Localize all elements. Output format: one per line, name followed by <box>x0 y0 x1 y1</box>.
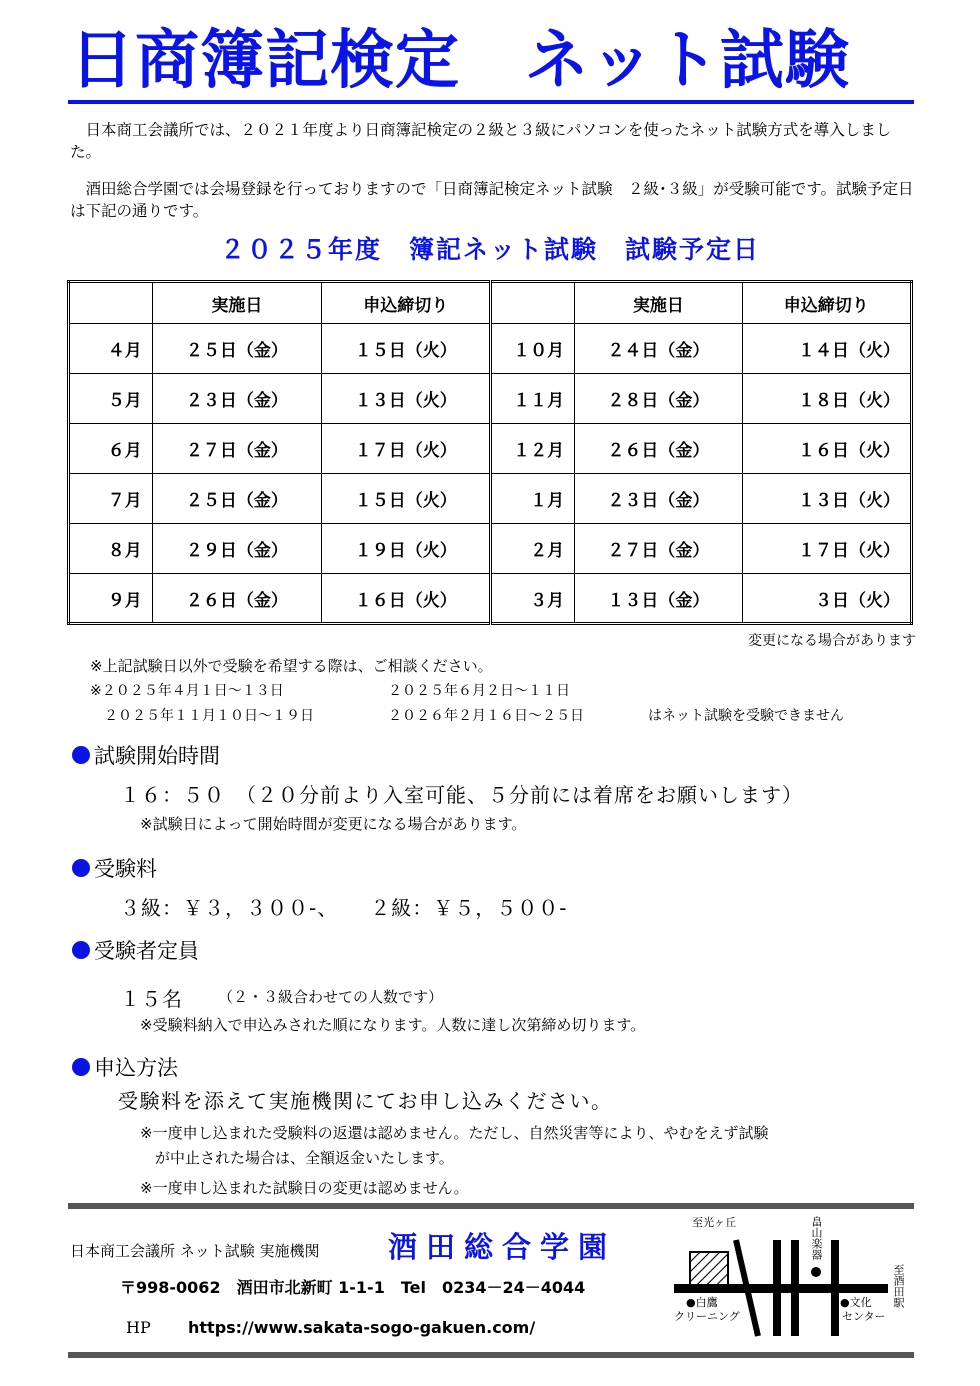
map-label-cleaning-1: ●白鷹 <box>686 1296 718 1309</box>
exam-date-cell: ２６日（金） <box>152 574 321 624</box>
exam-date-cell: ２３日（金） <box>152 374 321 424</box>
capacity-value: １５名 <box>120 987 183 1011</box>
road-vertical-3 <box>831 1240 839 1336</box>
address: 〒998-0062 酒田市北新町 1-1-1 Tel 0234－24－4044 <box>120 1278 586 1297</box>
deadline-cell: １３日（火） <box>322 374 491 424</box>
table-row <box>69 324 912 374</box>
month-cell: １２月 <box>491 424 575 474</box>
schedule-title: ２０２５年度 簿記ネット試験 試験予定日 <box>219 235 760 264</box>
bullet-dot-icon <box>72 941 90 959</box>
map-label-pharmacy: 畠山楽器 <box>810 1216 823 1260</box>
deadline-cell: ３日（火） <box>742 574 911 624</box>
apply-note-1: ※一度申し込まれた受験料の返還は認めません。ただし、自然災害等により、やむをえず試験 <box>140 1124 769 1142</box>
bullet-dot-icon <box>72 1058 90 1076</box>
page-title: 日商簿記検定 ネット試験 <box>70 24 850 98</box>
excluded-range-2: ２０２５年６月２日～１１日 <box>388 683 570 699</box>
deadline-cell: １９日（火） <box>322 524 491 574</box>
exam-date-cell: ２５日（金） <box>152 474 321 524</box>
schedule-change-note: 変更になる場合があります <box>748 633 916 649</box>
excluded-range-3: ２０２５年１１月１０日～１９日 <box>90 708 314 724</box>
title-underline <box>68 100 914 104</box>
apply-value: 受験料を添えて実施機関にてお申し込みください。 <box>118 1089 613 1113</box>
month-cell: ３月 <box>491 574 575 624</box>
table-row <box>69 524 912 574</box>
intro-paragraph-1: 日本商工会議所では、２０２１年度より日商簿記検定の２級と３級にパソコンを使ったネット試験方式を導入しました。 <box>70 121 892 161</box>
road-vertical-2 <box>791 1240 799 1336</box>
exam-date-cell: ２７日（金） <box>152 424 321 474</box>
bullet-dot-icon <box>72 746 90 764</box>
exam-date-cell: ２８日（金） <box>575 374 742 424</box>
start-time-value: １６：５０ （２０分前より入室可能、５分前には着席をお願いします） <box>120 783 803 807</box>
month-cell: ６月 <box>69 424 153 474</box>
footer-top-rule <box>68 1203 914 1209</box>
month-cell: ５月 <box>69 374 153 424</box>
exam-date-cell: ２６日（金） <box>575 424 742 474</box>
map-drawing <box>670 1212 920 1352</box>
homepage-link[interactable]: https://www.sakata-sogo-gakuen.com/ <box>188 1318 536 1337</box>
exam-date-cell: １３日（金） <box>575 574 742 624</box>
school-building-marker <box>690 1252 728 1286</box>
table-row <box>69 424 912 474</box>
schedule-table <box>67 280 913 625</box>
pharmacy-dot-icon <box>811 1267 821 1277</box>
map-label-culture-2: センター <box>842 1310 886 1323</box>
hp-label: HP <box>126 1318 151 1337</box>
road-vertical-1 <box>773 1240 781 1336</box>
section-apply <box>72 1052 178 1082</box>
deadline-cell: １７日（火） <box>322 424 491 474</box>
deadline-cell: １３日（火） <box>742 474 911 524</box>
section-fee <box>72 853 157 883</box>
school-name: 酒田総合学園 <box>388 1230 617 1264</box>
map-label-cleaning-2: クリーニング <box>674 1310 740 1323</box>
month-cell: ９月 <box>69 574 153 624</box>
table-row <box>69 474 912 524</box>
exam-date-cell: ２３日（金） <box>575 474 742 524</box>
header-deadline-2: 申込締切り <box>742 282 911 324</box>
table-row <box>69 574 912 624</box>
consult-note: ※上記試験日以外で受験を希望する際は、ご相談ください。 <box>90 657 493 675</box>
excluded-range-4: ２０２６年２月１６日～２５日 <box>388 708 584 724</box>
month-cell: ８月 <box>69 524 153 574</box>
section-start-time <box>72 740 220 770</box>
capacity-value-note: （２・３級合わせての人数です） <box>218 988 444 1006</box>
exam-date-cell: ２７日（金） <box>575 524 742 574</box>
month-cell: ７月 <box>69 474 153 524</box>
schedule-header-row <box>69 282 912 324</box>
header-exam-date-1: 実施日 <box>152 282 321 324</box>
apply-note-2: ※一度申し込まれた試験日の変更は認めません。 <box>140 1179 469 1197</box>
capacity-note: ※受験料納入で申込みされた順になります。人数に達し次第締め切ります。 <box>140 1016 646 1034</box>
section-heading: 受験料 <box>94 857 157 881</box>
deadline-cell: １５日（火） <box>322 474 491 524</box>
exam-date-cell: ２４日（金） <box>575 324 742 374</box>
deadline-cell: １６日（火） <box>742 424 911 474</box>
map-label-station: 至酒田駅 <box>892 1264 905 1308</box>
access-map <box>670 1212 920 1352</box>
intro-paragraph-2: 酒田総合学園では会場登録を行っておりますので「日商簿記検定ネット試験 ２級･３級」が受験可能です。試験予定日は下記の通りです。 <box>70 180 914 220</box>
header-deadline-1: 申込締切り <box>322 282 491 324</box>
month-cell: ２月 <box>491 524 575 574</box>
deadline-cell: １６日（火） <box>322 574 491 624</box>
map-label-north: 至光ヶ丘 <box>692 1216 736 1229</box>
exam-date-cell: ２９日（金） <box>152 524 321 574</box>
month-cell: １０月 <box>491 324 575 374</box>
header-exam-date-2: 実施日 <box>575 282 742 324</box>
section-heading: 試験開始時間 <box>94 744 220 768</box>
map-label-culture-1: ●文化 <box>840 1296 872 1309</box>
header-month-1 <box>69 282 153 324</box>
deadline-cell: １７日（火） <box>742 524 911 574</box>
header-month-2 <box>491 282 575 324</box>
excluded-range-suffix: はネット試験を受験できません <box>648 708 844 724</box>
apply-note-1-cont: が中止された場合は、全額返金いたします。 <box>140 1149 454 1167</box>
deadline-cell: １５日（火） <box>322 324 491 374</box>
exam-date-cell: ２５日（金） <box>152 324 321 374</box>
fee-value: ３級：￥３，３００-、 ２級：￥５，５００- <box>120 896 568 920</box>
footer-bottom-rule <box>68 1352 914 1358</box>
deadline-cell: １８日（火） <box>742 374 911 424</box>
month-cell: １１月 <box>491 374 575 424</box>
deadline-cell: １４日（火） <box>742 324 911 374</box>
excluded-range-1: ※２０２５年４月１日～１３日 <box>90 683 284 699</box>
table-row <box>69 374 912 424</box>
organizer-label: 日本商工会議所 ネット試験 実施機関 <box>70 1242 320 1260</box>
month-cell: ４月 <box>69 324 153 374</box>
section-capacity <box>72 935 199 965</box>
section-heading: 受験者定員 <box>94 939 199 963</box>
month-cell: １月 <box>491 474 575 524</box>
start-time-note: ※試験日によって開始時間が変更になる場合があります。 <box>140 815 527 833</box>
section-heading: 申込方法 <box>94 1056 178 1080</box>
bullet-dot-icon <box>72 859 90 877</box>
